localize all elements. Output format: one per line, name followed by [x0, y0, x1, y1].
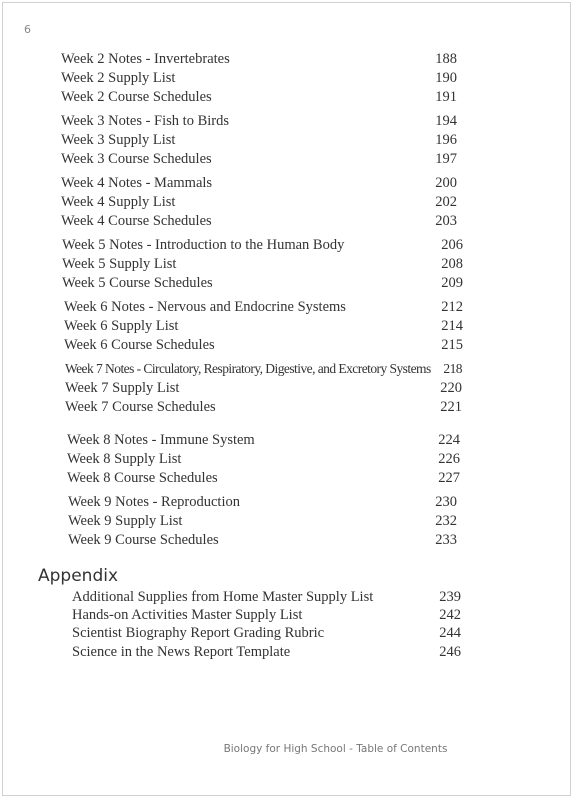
- week-7-supply-list-page-number: 220: [440, 380, 462, 396]
- week-6-course-schedules-page-number: 215: [441, 337, 463, 353]
- week-8-course-schedules-page-number: 227: [438, 470, 460, 486]
- page-number: 6: [24, 23, 31, 36]
- week-5-course-schedules-row: [62, 274, 463, 292]
- appendix-item-3-page-number: 244: [439, 625, 461, 641]
- week-4-notes-page-number: 200: [435, 175, 457, 191]
- week-7-notes-title: Week 7 Notes - Circulatory, Respiratory, Digestive, and Excretory Systems: [65, 361, 431, 376]
- week-7-notes-page-number: 218: [443, 361, 462, 376]
- week-7-supply-list-row: [65, 379, 462, 397]
- appendix-item-3-title: Scientist Biography Report Grading Rubric: [72, 625, 325, 641]
- week-5-course-schedules-title: Week 5 Course Schedules: [62, 275, 213, 291]
- week-5-supply-list-row: [62, 255, 463, 273]
- week-2-notes-row: [61, 50, 457, 68]
- week-8-notes-row: [67, 431, 460, 449]
- week-2-notes-title: Week 2 Notes - Invertebrates: [61, 51, 230, 67]
- week-6-supply-list-row: [64, 317, 463, 335]
- week-4-course-schedules-row: [61, 212, 457, 230]
- week-6-course-schedules-title: Week 6 Course Schedules: [64, 337, 215, 353]
- footer-text: Biology for High School - Table of Contents: [223, 743, 448, 755]
- week-9-course-schedules-page-number: 233: [435, 532, 457, 548]
- appendix-item-2-row: [72, 606, 461, 624]
- week-4-supply-list-page-number: 202: [435, 194, 457, 210]
- week-6-course-schedules-row: [64, 336, 463, 354]
- week-9-supply-list-row: [68, 512, 457, 530]
- appendix-heading: Appendix: [38, 566, 119, 586]
- week-6-supply-list-page-number: 214: [441, 318, 463, 334]
- appendix-item-2-page-number: 242: [439, 607, 461, 623]
- week-3-course-schedules-row: [61, 150, 457, 168]
- week-3-supply-list-page-number: 196: [435, 132, 457, 148]
- week-6-supply-list-title: Week 6 Supply List: [64, 318, 179, 334]
- week-4-course-schedules-page-number: 203: [435, 213, 457, 229]
- week-7-course-schedules-row: [65, 398, 462, 416]
- week-4-supply-list-title: Week 4 Supply List: [61, 194, 176, 210]
- week-2-supply-list-page-number: 190: [435, 70, 457, 86]
- week-5-notes-row: [62, 236, 463, 254]
- appendix-item-4-page-number: 246: [439, 644, 461, 660]
- week-5-supply-list-page-number: 208: [441, 256, 463, 272]
- appendix-item-2-title: Hands-on Activities Master Supply List: [72, 607, 303, 623]
- week-9-supply-list-page-number: 232: [435, 513, 457, 529]
- page-footer: [0, 739, 575, 757]
- week-3-course-schedules-page-number: 197: [435, 151, 457, 167]
- week-2-course-schedules-row: [61, 88, 457, 106]
- week-2-supply-list-title: Week 2 Supply List: [61, 70, 176, 86]
- week-4-notes-row: [61, 174, 457, 192]
- week-3-notes-title: Week 3 Notes - Fish to Birds: [61, 113, 229, 129]
- week-6-notes-title: Week 6 Notes - Nervous and Endocrine Systems: [64, 299, 346, 315]
- week-9-course-schedules-row: [68, 531, 457, 549]
- week-9-supply-list-title: Week 9 Supply List: [68, 513, 183, 529]
- week-8-supply-list-row: [67, 450, 460, 468]
- week-6-notes-row: [64, 298, 463, 316]
- appendix-item-1-row: [72, 588, 461, 606]
- week-9-notes-row: [68, 493, 457, 511]
- week-7-notes-row: [65, 360, 462, 378]
- week-5-notes-title: Week 5 Notes - Introduction to the Human Body: [62, 237, 345, 253]
- week-2-course-schedules-page-number: 191: [435, 89, 457, 105]
- appendix-item-3-row: [72, 624, 461, 642]
- week-8-supply-list-title: Week 8 Supply List: [67, 451, 182, 467]
- week-5-supply-list-title: Week 5 Supply List: [62, 256, 177, 272]
- week-4-course-schedules-title: Week 4 Course Schedules: [61, 213, 212, 229]
- week-3-notes-page-number: 194: [435, 113, 457, 129]
- week-5-notes-page-number: 206: [441, 237, 463, 253]
- week-6-notes-page-number: 212: [441, 299, 463, 315]
- appendix-item-1-page-number: 239: [439, 589, 461, 605]
- week-5-course-schedules-page-number: 209: [441, 275, 463, 291]
- week-2-notes-page-number: 188: [435, 51, 457, 67]
- appendix-item-4-row: [72, 643, 461, 661]
- week-9-course-schedules-title: Week 9 Course Schedules: [68, 532, 219, 548]
- week-8-notes-page-number: 224: [438, 432, 460, 448]
- week-7-course-schedules-page-number: 221: [440, 399, 462, 415]
- week-9-notes-page-number: 230: [435, 494, 457, 510]
- week-7-supply-list-title: Week 7 Supply List: [65, 380, 180, 396]
- week-8-course-schedules-row: [67, 469, 460, 487]
- week-4-supply-list-row: [61, 193, 457, 211]
- week-8-course-schedules-title: Week 8 Course Schedules: [67, 470, 218, 486]
- week-4-notes-title: Week 4 Notes - Mammals: [61, 175, 213, 191]
- week-7-course-schedules-title: Week 7 Course Schedules: [65, 399, 216, 415]
- week-3-course-schedules-title: Week 3 Course Schedules: [61, 151, 212, 167]
- week-3-supply-list-row: [61, 131, 457, 149]
- week-8-supply-list-page-number: 226: [438, 451, 460, 467]
- week-2-supply-list-row: [61, 69, 457, 87]
- week-8-notes-title: Week 8 Notes - Immune System: [67, 432, 255, 448]
- week-3-notes-row: [61, 112, 457, 130]
- appendix-item-1-title: Additional Supplies from Home Master Supply List: [72, 589, 374, 605]
- week-9-notes-title: Week 9 Notes - Reproduction: [68, 494, 240, 510]
- appendix-item-4-title: Science in the News Report Template: [72, 644, 291, 660]
- week-3-supply-list-title: Week 3 Supply List: [61, 132, 176, 148]
- week-2-course-schedules-title: Week 2 Course Schedules: [61, 89, 212, 105]
